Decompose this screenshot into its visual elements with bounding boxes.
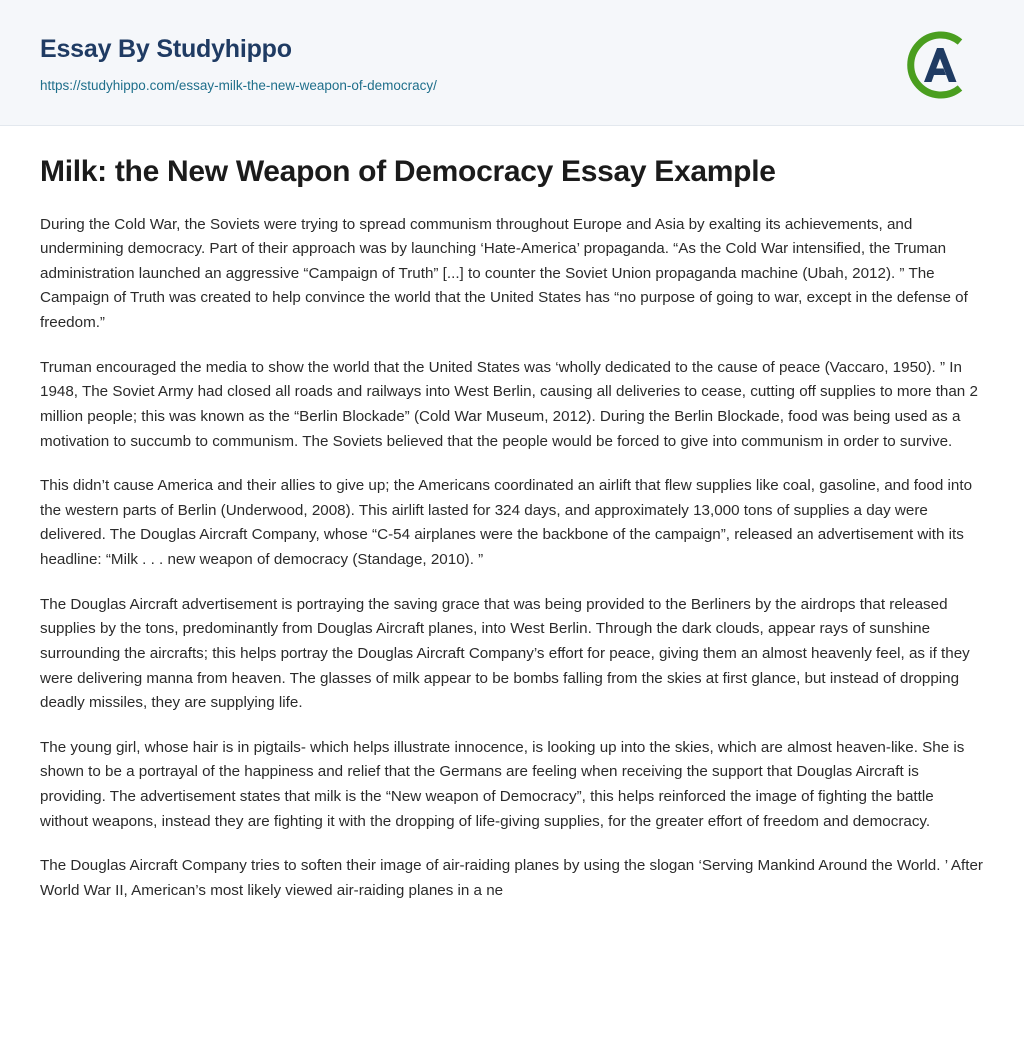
paragraph: The young girl, whose hair is in pigtails- which helps illustrate innocence, is looking up into the skies, which are almost heaven-like. She is shown to be a portrayal of the happiness and relief that the Germans are feeling when receiving the support that Douglas Aircraft is providing. The advertisement states that milk is the “New weapon of Democracy”, this helps reinforced the image of fighting the battle without weapons, instead they are fighting it with the dropping of life-giving supplies, for the greater effort of freedom and democracy. — [40, 738, 965, 830]
page-title: Milk: the New Weapon of Democracy Essay Example — [40, 155, 776, 188]
paragraph: The Douglas Aircraft Company tries to soften their image of air-raiding planes by using the slogan ‘Serving Mankind Around the World. ’ After World War II, American’s most likely viewed air-raiding planes in a ne — [40, 857, 983, 899]
site-title-name: Studyhippo — [156, 35, 292, 64]
paragraph: This didn’t cause America and their allies to give up; the Americans coordinated an airlift that flew supplies like coal, gasoline, and food into the western parts of Berlin (Underwood, 2008). This airlift lasted for 324 days, and approximately 13,000 tons of supplies a day were delivered. The Douglas Aircraft Company, whose “C-54 airplanes were the backbone of the campaign”, released an advertisement with its headline: “Milk . . . new weapon of democracy (Standage, 2010). ” — [40, 477, 973, 569]
studyhippo-logo — [898, 26, 976, 104]
brand-block — [40, 34, 437, 94]
site-header — [0, 0, 1024, 126]
site-title — [40, 34, 437, 64]
article-body — [0, 126, 1024, 924]
site-title-prefix: Essay By — [40, 35, 157, 64]
paragraph: The Douglas Aircraft advertisement is portraying the saving grace that was being provided to the Berliners by the airdrops that released supplies by the tons, predominantly from Douglas Aircraft planes, into West Berlin. Through the dark clouds, appear rays of sunshine surrounding the aircrafts; this helps portray the Douglas Aircraft Company’s effort for peace, giving them an almost heavenly feel, as if they were delivering manna from heaven. The glasses of milk appear to be bombs falling from the skies at first glance, but instead of dropping deadly missiles, they are supplying life. — [40, 595, 970, 712]
source-url-link[interactable]: https://studyhippo.com/essay-milk-the-new-weapon-of-democracy/ — [40, 78, 437, 94]
paragraph: Truman encouraged the media to show the world that the United States was ‘wholly dedicated to the cause of peace (Vaccaro, 1950). ” In 1948, The Soviet Army had closed all roads and railways into West Berlin, causing all deliveries to cease, cutting off supplies to more than 2 million people; this was known as the “Berlin Blockade” (Cold War Museum, 2012). During the Berlin Blockade, food was being used as a motivation to succumb to communism. The Soviets believed that the people would be forced to give into communism in order to survive. — [40, 358, 978, 450]
logo-icon — [898, 26, 976, 104]
paragraph: During the Cold War, the Soviets were trying to spread communism throughout Europe and Asia by exalting its achievements, and undermining democracy. Part of their approach was by launching ‘Hate-America’ propaganda. “As the Cold War intensified, the Truman administration launched an aggressive “Campaign of Truth” [...] to counter the Soviet Union propaganda machine (Ubah, 2012). ” The Campaign of Truth was created to help convince the world that the United States has “no purpose of going to war, except in the defense of freedom.” — [40, 215, 968, 332]
